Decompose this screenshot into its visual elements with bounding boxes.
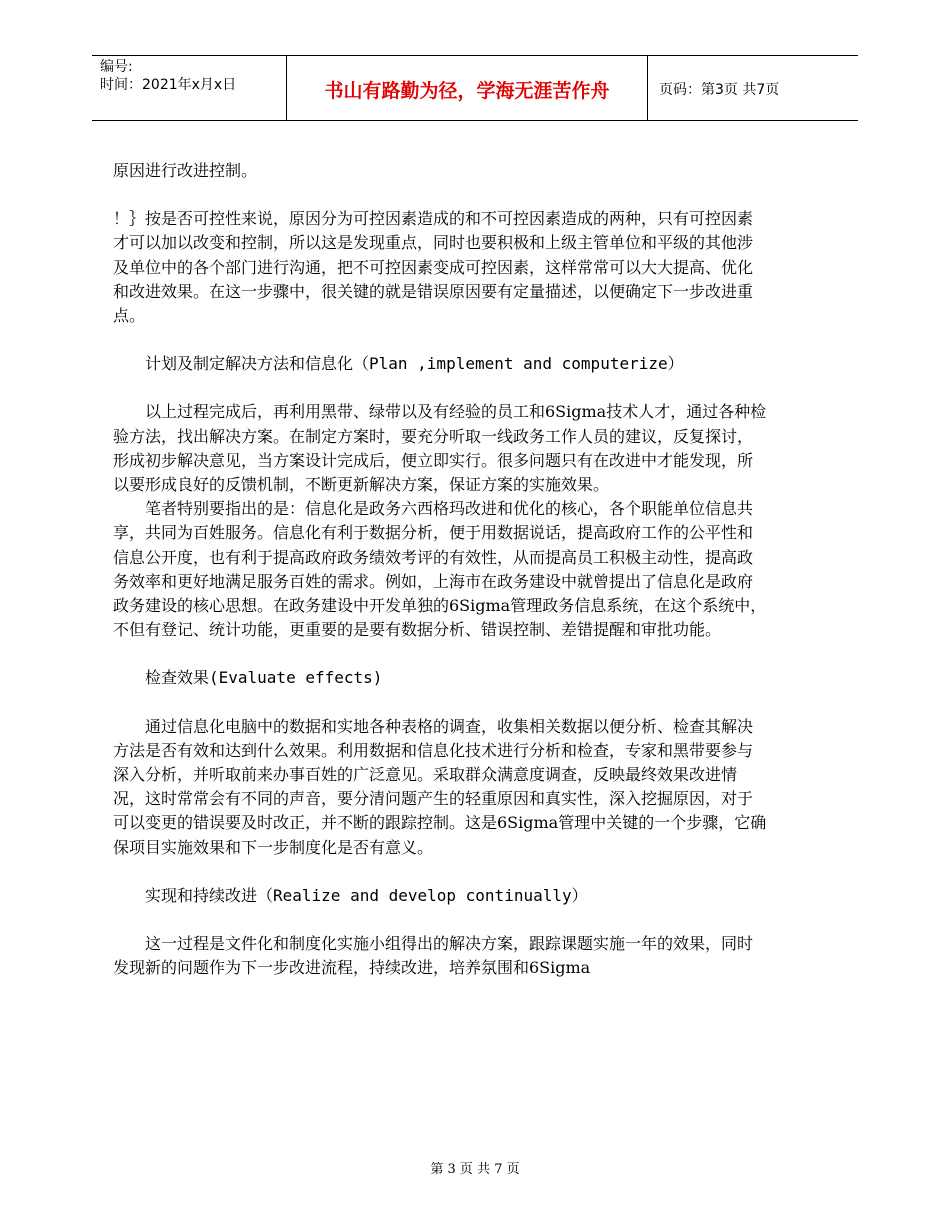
section-heading-plan: 计划及制定解决方法和信息化（Plan ,implement and computerize） — [145, 354, 684, 374]
page-header — [92, 55, 858, 121]
header-divider-left — [286, 55, 287, 121]
header-divider-right — [647, 55, 648, 121]
paragraph-4: 通过信息化电脑中的数据和实地各种表格的调查，收集相关数据以便分析、检查其解决方法是否有效和达到什么效果。利用数据和信息化技术进行分析和检查，专家和黑带要参与深入分析，并听取前来办事百姓的广泛意见。采取群众满意度调查，反映最终效果改进情况，这时常常会有不同的声音，要分清问题产生的轻重原因和真实性，深入挖掘原因，对于可以变更的错误要及时改正，并不断的跟踪控制。这是6Sigma管理中关键的一个步骤，它确保项目实施效果和下一步制度化是否有意义。 — [113, 716, 767, 857]
document-body — [113, 159, 768, 980]
section-heading-evaluate: 检查效果(Evaluate effects) — [145, 668, 383, 688]
document-time: 时间：2021年x月x日 — [100, 77, 237, 93]
header-meta — [100, 58, 236, 94]
paragraph-1: ！｝按是否可控性来说，原因分为可控因素造成的和不可控因素造成的两种，只有可控因素才可以加以改变和控制，所以这是发现重点，同时也要积极和上级主管单位和平级的其他涉及单位中的各个部门进行沟通，把不可控因素变成可控因素，这样常常可以大大提高、优化和改进效果。在这一步骤中，很关键的就是错误原因要有定量描述，以便确定下一步改进重点。 — [113, 209, 754, 326]
document-number: 编号: — [100, 59, 133, 75]
paragraph-3: 笔者特别要指出的是：信息化是政务六西格玛改进和优化的核心，各个职能单位信息共享，共同为百姓服务。信息化有利于数据分析，便于用数据说话，提高政府工作的公平性和信息公开度，也有利于提高政府政务绩效考评的有效性，从而提高员工积极主动性，提高政务效率和更好地满足服务百姓的需求。例如，上海市在政务建设中就曾提出了信息化是政府政务建设的核心思想。在政务建设中开发单独的6Sigma管理政务信息系统，在这个系统中，不但有登记、统计功能，更重要的是要有数据分析、错误控制、差错提醒和审批功能。 — [113, 499, 767, 640]
header-motto: 书山有路勤为径，学海无涯苦作舟 — [324, 80, 610, 102]
paragraph-2: 以上过程完成后，再利用黑带、绿带以及有经验的员工和6Sigma技术人才，通过各种检验方法，找出解决方案。在制定方案时，要充分听取一线政务工作人员的建议，反复探讨，形成初步解决意见，当方案设计完成后，便立即实行。很多问题只有在改进中才能发现，所以要形成良好的反馈机制，不断更新解决方案，保证方案的实施效果。 — [113, 402, 767, 495]
section-heading-realize: 实现和持续改进（Realize and develop continually） — [145, 885, 588, 905]
header-bottom-rule — [92, 120, 858, 121]
paragraph-0: 原因进行改进控制。 — [113, 161, 258, 180]
header-page-info: 页码：第3页 共7页 — [659, 82, 780, 98]
header-top-rule — [92, 55, 858, 56]
paragraph-5: 这一过程是文件化和制度化实施小组得出的解决方案，跟踪课题实施一年的效果，同时发现新的问题作为下一步改进流程，持续改进，培养氛围和6Sigma — [113, 934, 754, 978]
page-footer: 第 3 页 共 7 页 — [430, 1162, 520, 1177]
